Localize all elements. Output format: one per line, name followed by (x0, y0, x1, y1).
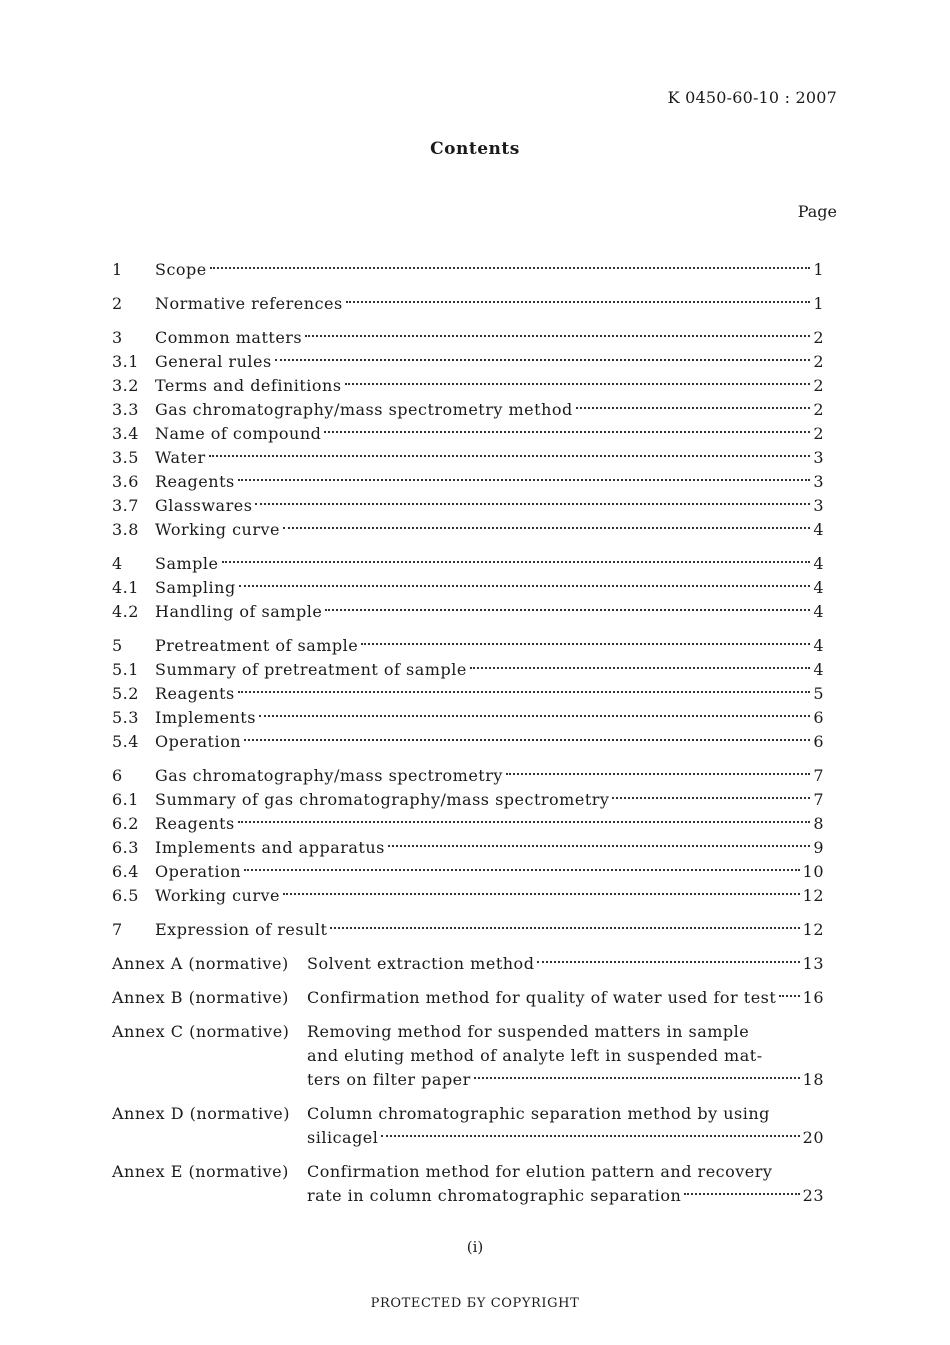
annex-page: 18 (802, 1070, 824, 1089)
annex-title-line: and eluting method of analyte left in suspended mat- (307, 1046, 763, 1065)
toc-entry-page: 2 (813, 376, 824, 395)
toc-entry[interactable] (112, 788, 824, 812)
dot-leader (238, 478, 811, 481)
dot-leader (474, 1076, 800, 1079)
annex-title-line: Solvent extraction method (307, 954, 535, 973)
page-column-label: Page (797, 202, 837, 221)
annex-page: 13 (802, 954, 824, 973)
dot-leader (381, 1134, 799, 1137)
annex-title-line: silicagel (307, 1128, 379, 1147)
toc-entry-title: Pretreatment of sample (155, 636, 359, 655)
toc-entry-title: Sample (155, 554, 219, 573)
toc-entry-number: 3.1 (112, 352, 139, 371)
annex-page: 16 (802, 988, 824, 1007)
toc-entry-page: 6 (813, 732, 824, 751)
toc-entry-number: 3.2 (112, 376, 139, 395)
annex-title-line: Removing method for suspended matters in sample (307, 1022, 750, 1041)
toc-entry-title: Reagents (155, 814, 235, 833)
toc-entry[interactable] (112, 552, 824, 576)
toc-entry-number: 1 (112, 260, 123, 279)
dot-leader (346, 300, 811, 303)
toc-entry-title: Reagents (155, 472, 235, 491)
toc-entry-number: 3.8 (112, 520, 139, 539)
toc-entry-number: 4.1 (112, 578, 139, 597)
toc-entry-page: 5 (813, 684, 824, 703)
dot-leader (275, 358, 811, 361)
toc-entry-number: 5.3 (112, 708, 139, 727)
toc-entry-page: 2 (813, 400, 824, 419)
toc-entry-page: 4 (813, 660, 824, 679)
toc-entry[interactable] (112, 658, 824, 682)
toc-entry-number: 2 (112, 294, 123, 313)
toc-entry-title: Terms and definitions (155, 376, 342, 395)
toc-entry-title: Summary of gas chromatography/mass spectrometry (155, 790, 610, 809)
toc-entry-page: 3 (813, 496, 824, 515)
toc-entry-page: 2 (813, 352, 824, 371)
annex-title-line: Confirmation method for elution pattern and recovery (307, 1162, 773, 1181)
toc-entry-number: 4.2 (112, 602, 139, 621)
annex-entry[interactable] (112, 986, 824, 1010)
annex-label: Annex A (normative) (112, 954, 289, 973)
annex-label: Annex E (normative) (112, 1162, 289, 1181)
toc-entry-title: Summary of pretreatment of sample (155, 660, 467, 679)
dot-leader (537, 960, 799, 963)
toc-entry-page: 12 (802, 886, 824, 905)
toc-entry-title: Water (155, 448, 206, 467)
dot-leader (305, 334, 810, 337)
dot-leader (259, 714, 810, 717)
toc-entry-page: 9 (813, 838, 824, 857)
toc-entry[interactable] (112, 836, 824, 860)
annex-label: Annex C (normative) (112, 1022, 290, 1041)
annex-label: Annex D (normative) (112, 1104, 290, 1123)
annex-entry[interactable] (112, 1160, 824, 1208)
toc-entry[interactable] (112, 730, 824, 754)
toc-entry[interactable] (112, 884, 824, 908)
toc-entry-page: 2 (813, 328, 824, 347)
toc-entry-number: 3 (112, 328, 123, 347)
document-id: K 0450-60-10 : 2007 (667, 88, 837, 107)
toc-entry-number: 6.1 (112, 790, 139, 809)
dot-leader (239, 584, 811, 587)
dot-leader (283, 526, 810, 529)
toc-entry-number: 6.2 (112, 814, 139, 833)
toc-entry[interactable] (112, 422, 824, 446)
toc-entry-title: Implements (155, 708, 256, 727)
dot-leader (238, 690, 811, 693)
toc-entry-number: 4 (112, 554, 123, 573)
dot-leader (238, 820, 811, 823)
toc-entry-page: 1 (813, 294, 824, 313)
toc-entry-page: 1 (813, 260, 824, 279)
toc-entry[interactable] (112, 860, 824, 884)
toc-entry-title: Common matters (155, 328, 303, 347)
toc-entry-title: Reagents (155, 684, 235, 703)
toc-entry[interactable] (112, 812, 824, 836)
toc-entry-number: 5 (112, 636, 123, 655)
toc-entry-page: 3 (813, 472, 824, 491)
annex-title-line: rate in column chromatographic separation (307, 1186, 682, 1205)
toc-entry-page: 7 (813, 790, 824, 809)
toc-entry[interactable] (112, 374, 824, 398)
annex-title-line: Column chromatographic separation method by using (307, 1104, 770, 1123)
toc-entry-title: General rules (155, 352, 272, 371)
page-folio: (i) (466, 1238, 484, 1256)
toc-entry-title: Gas chromatography/mass spectrometry (155, 766, 503, 785)
toc-entry-title: Glasswares (155, 496, 253, 515)
copyright-footer: PROTECTED ƂY COPYRIGHT (370, 1296, 580, 1311)
toc-entry[interactable] (112, 918, 824, 942)
annex-title-line: ters on filter paper (307, 1070, 471, 1089)
toc-entry[interactable] (112, 258, 824, 282)
toc-entry-number: 7 (112, 920, 123, 939)
toc-entry[interactable] (112, 764, 824, 788)
dot-leader (684, 1192, 799, 1195)
dot-leader (779, 994, 799, 997)
annex-title (307, 1160, 824, 1208)
toc-entry[interactable] (112, 398, 824, 422)
toc-entry-title: Working curve (155, 886, 281, 905)
annex-label: Annex B (normative) (112, 988, 289, 1007)
toc-entry-page: 4 (813, 636, 824, 655)
annex-title (307, 1020, 824, 1092)
toc-entry-title: Scope (155, 260, 207, 279)
annex-page: 23 (802, 1186, 824, 1205)
toc-entry-title: Implements and apparatus (155, 838, 385, 857)
dot-leader (361, 642, 810, 645)
toc-entry-page: 4 (813, 602, 824, 621)
toc-entry-title: Sampling (155, 578, 236, 597)
toc-entry[interactable] (112, 350, 824, 374)
dot-leader (324, 430, 810, 433)
toc-entry[interactable] (112, 600, 824, 624)
annex-entries (112, 952, 824, 1208)
annex-title (307, 952, 824, 976)
toc-entry-title: Name of compound (155, 424, 322, 443)
toc-entry[interactable] (112, 470, 824, 494)
annex-entry[interactable] (112, 1102, 824, 1150)
toc-entry-title: Working curve (155, 520, 281, 539)
page-title: Contents (430, 139, 520, 159)
dot-leader (330, 926, 799, 929)
toc-entry-page: 3 (813, 448, 824, 467)
toc-entry-number: 3.6 (112, 472, 139, 491)
dot-leader (470, 666, 811, 669)
toc-entry[interactable] (112, 446, 824, 470)
dot-leader (345, 382, 811, 385)
toc-entry-number: 6 (112, 766, 123, 785)
toc-entry-page: 2 (813, 424, 824, 443)
toc-entry-number: 6.5 (112, 886, 139, 905)
dot-leader (325, 608, 810, 611)
toc-entry-number: 5.2 (112, 684, 139, 703)
toc-entry-page: 10 (802, 862, 824, 881)
annex-page: 20 (802, 1128, 824, 1147)
dot-leader (506, 772, 810, 775)
toc-entry-title: Gas chromatography/mass spectrometry method (155, 400, 573, 419)
toc-entry-title: Handling of sample (155, 602, 323, 621)
annex-title (307, 986, 824, 1010)
toc-entry[interactable] (112, 494, 824, 518)
toc-entry-number: 3.5 (112, 448, 139, 467)
toc-entry-page: 6 (813, 708, 824, 727)
toc-entry-number: 3.3 (112, 400, 139, 419)
toc-entry-number: 6.3 (112, 838, 139, 857)
toc-entry-number: 3.7 (112, 496, 139, 515)
toc-entry-page: 7 (813, 766, 824, 785)
toc-entry-number: 3.4 (112, 424, 139, 443)
toc-entry-number: 5.4 (112, 732, 139, 751)
toc-entry[interactable] (112, 292, 824, 316)
annex-entry[interactable] (112, 1020, 824, 1092)
annex-title-line: Confirmation method for quality of water used for test (307, 988, 777, 1007)
dot-leader (283, 892, 800, 895)
toc-entry[interactable] (112, 518, 824, 542)
dot-leader (210, 266, 811, 269)
table-of-contents (112, 258, 824, 1208)
toc-entry-title: Operation (155, 732, 241, 751)
toc-entry-title: Expression of result (155, 920, 328, 939)
dot-leader (576, 406, 811, 409)
toc-entry-number: 5.1 (112, 660, 139, 679)
toc-entry[interactable] (112, 682, 824, 706)
toc-entry[interactable] (112, 634, 824, 658)
toc-entry[interactable] (112, 326, 824, 350)
toc-entry-page: 4 (813, 554, 824, 573)
annex-title (307, 1102, 824, 1150)
dot-leader (255, 502, 810, 505)
annex-entry[interactable] (112, 952, 824, 976)
dot-leader (244, 738, 810, 741)
toc-entry-title: Operation (155, 862, 241, 881)
toc-entry-number: 6.4 (112, 862, 139, 881)
dot-leader (612, 796, 810, 799)
dot-leader (209, 454, 811, 457)
dot-leader (388, 844, 810, 847)
toc-entry-title: Normative references (155, 294, 343, 313)
toc-entries (112, 258, 824, 942)
toc-entry-page: 4 (813, 578, 824, 597)
toc-entry-page: 12 (802, 920, 824, 939)
dot-leader (222, 560, 811, 563)
dot-leader (244, 868, 800, 871)
toc-entry-page: 8 (813, 814, 824, 833)
toc-entry-page: 4 (813, 520, 824, 539)
toc-entry[interactable] (112, 706, 824, 730)
toc-entry[interactable] (112, 576, 824, 600)
